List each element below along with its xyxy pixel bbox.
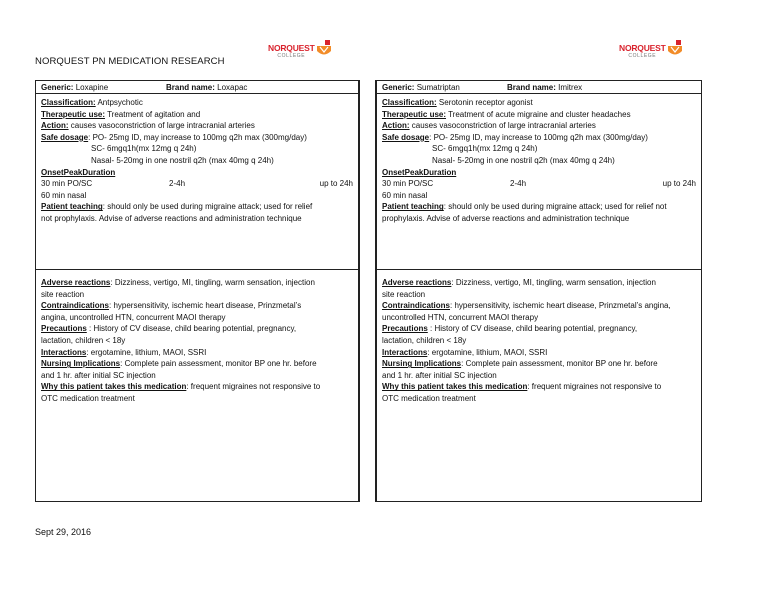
nursing-implications-line: Nursing Implications: Complete pain assessment, monitor BP one hr. before — [382, 359, 658, 369]
why-patient-cont: OTC medication treatment — [382, 393, 476, 403]
safe-dosage-sc: SC- 6mgq1h(mx 12mg q 24h) — [432, 144, 538, 154]
therapeutic-use-line: Therapeutic use: Treatment of acute migraine and cluster headaches — [382, 109, 631, 119]
safe-dosage-nasal: Nasal- 5-20mg in one nostril q2h (max 40mg q 24h) — [432, 155, 615, 165]
generic-label: Generic: — [41, 82, 74, 92]
nursing-implications-cont: and 1 hr. after initial SC injection — [41, 370, 156, 380]
logo-wordmark: NORQUEST — [268, 43, 315, 53]
patient-teaching-cont: not prophylaxis. Advise of adverse reactions and administration technique — [41, 213, 302, 223]
onset-nasal: 60 min nasal — [382, 190, 428, 200]
adverse-reactions-cont: site reaction — [41, 289, 85, 299]
medication-card-sumatriptan — [376, 80, 702, 502]
page-title: NORQUEST PN MEDICATION RESEARCH — [35, 56, 225, 67]
onset-nasal: 60 min nasal — [41, 190, 87, 200]
precautions-cont: lactation, children < 18y — [382, 335, 467, 345]
contraindications-line: Contraindications: hypersensitivity, ischemic heart disease, Prinzmetal’s — [41, 301, 302, 311]
safe-dosage-sc: SC- 6mgq1h(mx 12mg q 24h) — [91, 144, 197, 154]
classification-line: Classification: Antpsychotic — [41, 98, 143, 107]
brand-value: Imitrex — [558, 82, 583, 92]
why-patient-line: Why this patient takes this medication: frequent migraines not responsive to — [41, 382, 321, 392]
onset-peak-duration-row: 30 min PO/SC 2-4h up to 24h — [41, 179, 353, 189]
card-header — [36, 81, 358, 94]
norquest-logo — [268, 44, 332, 59]
generic-label: Generic: — [382, 82, 415, 92]
generic-value: Sumatriptan — [416, 82, 460, 92]
why-patient-line: Why this patient takes this medication: frequent migraines not responsive to — [382, 382, 662, 392]
patient-teaching-cont: prophylaxis. Advise of adverse reactions and administration technique — [382, 213, 630, 223]
contraindications-line: Contraindications: hypersensitivity, ischemic heart disease, Prinzmetal’s angina, — [382, 301, 671, 311]
interactions-line: Interactions: ergotamine, lithium, MAOI, SSRI — [41, 347, 207, 357]
interactions-line: Interactions: ergotamine, lithium, MAOI, SSRI — [382, 347, 548, 357]
card-lower-section — [377, 270, 701, 405]
logo-subtext: COLLEGE — [628, 53, 657, 59]
precautions-cont: lactation, children < 18y — [41, 335, 126, 345]
safe-dosage-nasal: Nasal- 5-20mg in one nostril q2h (max 40mg q 24h) — [91, 155, 274, 165]
adverse-reactions-cont: site reaction — [382, 289, 426, 299]
contraindications-cont: uncontrolled HTN, concurrent MAOI therapy — [382, 312, 539, 322]
action-line: Action: causes vasoconstriction of large intracranial arteries — [41, 121, 255, 131]
logo-subtext: COLLEGE — [277, 53, 306, 59]
card-header — [377, 81, 701, 94]
why-patient-cont: OTC medication treatment — [41, 393, 135, 403]
onset-peak-duration-header: Onset Peak Duration — [382, 167, 457, 177]
classification-line: Classification: Serotonin receptor agonist — [382, 98, 533, 107]
brand-label: Brand name: — [507, 82, 556, 92]
nursing-implications-line: Nursing Implications: Complete pain assessment, monitor BP one hr. before — [41, 359, 317, 369]
document-date: Sept 29, 2016 — [35, 527, 92, 537]
adverse-reactions-line: Adverse reactions: Dizziness, vertigo, MI, tingling, warm sensation, injection — [382, 278, 656, 287]
contraindications-cont: angina, uncontrolled HTN, concurrent MAOI therapy — [41, 312, 226, 322]
logo-wordmark: NORQUEST — [619, 43, 666, 53]
safe-dosage-line: Safe dosage: PO- 25mg ID, may increase to 100mg q2h max (300mg/day) — [382, 132, 648, 142]
brand-label: Brand name: — [166, 82, 215, 92]
therapeutic-use-line: Therapeutic use: Treatment of agitation and — [41, 109, 201, 119]
precautions-line: Precautions : History of CV disease, child bearing potential, pregnancy, — [41, 324, 297, 334]
brand-value: Loxapac — [217, 82, 248, 92]
action-line: Action: causes vasoconstriction of large intracranial arteries — [382, 121, 596, 131]
column-divider — [359, 80, 376, 502]
logo-shield-icon — [667, 40, 683, 58]
patient-teaching-line: Patient teaching: should only be used during migraine attack; used for relief not — [382, 202, 667, 212]
precautions-line: Precautions : History of CV disease, child bearing potential, pregnancy, — [382, 324, 638, 334]
safe-dosage-line: Safe dosage: PO- 25mg ID, may increase to 100mg q2h max (300mg/day) — [41, 132, 307, 142]
patient-teaching-line: Patient teaching: should only be used during migraine attack; used for relief — [41, 202, 313, 212]
onset-peak-duration-header: Onset Peak Duration — [41, 167, 116, 177]
card-lower-section — [36, 270, 358, 405]
nursing-implications-cont: and 1 hr. after initial SC injection — [382, 370, 497, 380]
onset-peak-duration-row: 30 min PO/SC 2-4h up to 24h — [382, 179, 696, 189]
card-upper-section — [377, 94, 701, 270]
adverse-reactions-line: Adverse reactions: Dizziness, vertigo, MI, tingling, warm sensation, injection — [41, 278, 315, 287]
card-upper-section — [36, 94, 358, 270]
logo-shield-icon — [316, 40, 332, 58]
medication-card-loxapine — [35, 80, 359, 502]
norquest-logo — [619, 44, 683, 59]
generic-value: Loxapine — [75, 82, 109, 92]
